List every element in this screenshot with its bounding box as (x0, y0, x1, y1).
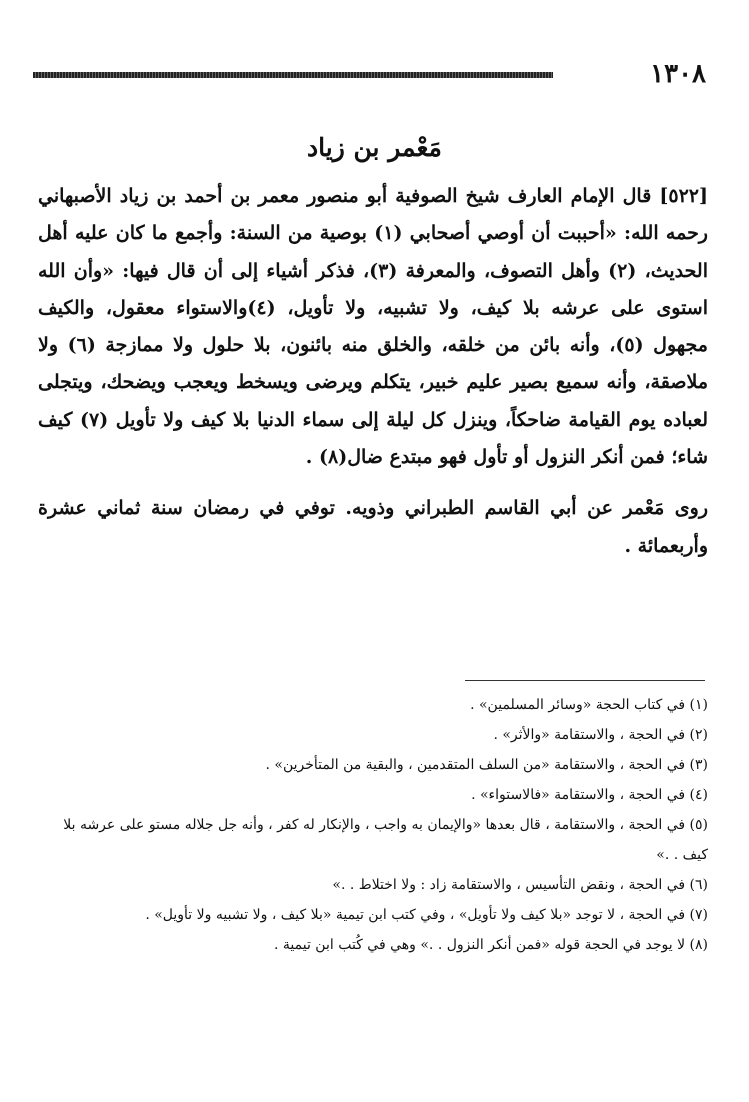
paragraph-biography: روى مَعْمر عن أبي القاسم الطبراني وذويه. توفي في رمضان سنة ثماني عشرة وأربعمائة . (38, 497, 708, 557)
footnote-divider (465, 680, 705, 681)
header-rule (33, 72, 553, 78)
footnote-6: (٦) في الحجة ، ونقض التأسيس ، والاستقامة زاد : ولا اختلاط . .» (332, 877, 708, 893)
footnote-8: (٨) لا يوجد في الحجة قوله «فمن أنكر النزول . .» وهي في كُتب ابن تيمية . (274, 937, 708, 953)
footnote-5: (٥) في الحجة ، والاستقامة ، قال بعدها «والإيمان به واجب ، والإنكار له كفر ، وأنه جل جلاله مستو على عرشه بلا كيف . .» (63, 817, 708, 863)
footnote-2: (٢) في الحجة ، والاستقامة «والأثر» . (493, 727, 708, 743)
footnote-3: (٣) في الحجة ، والاستقامة «من السلف المتقدمين ، والبقية من المتأخرين» . (265, 757, 708, 773)
footnotes (36, 690, 708, 960)
footnote-1: (١) في كتاب الحجة «وسائر المسلمين» . (470, 697, 708, 713)
footnote-7: (٧) في الحجة ، لا توجد «بلا كيف ولا تأويل» ، وفي كتب ابن تيمية «بلا كيف ، ولا تشبيه ولا تأويل» . (145, 907, 708, 923)
footnote-4: (٤) في الحجة ، والاستقامة «فالاستواء» . (471, 787, 708, 803)
main-text (38, 178, 708, 565)
section-title: مَعْمر بن زياد (307, 133, 442, 162)
page-number: ١٣٠٨ (650, 59, 706, 89)
paragraph-main: [٥٢٢] قال الإمام العارف شيخ الصوفية أبو منصور معمر بن أحمد بن زياد الأصبهاني رحمه الله: «أحببت أن أوصي أصحابي (١) بوصية من السنة: وأجمع ما كان عليه أهل الحديث، (٢) وأهل التصوف، والمعرفة (٣)، فذكر أشياء إلى أن قال فيها: «وأن الله استوى على عرشه بلا كيف، ولا تشبيه، ولا تأويل، (٤)والاستواء معقول، والكيف مجهول (٥)، وأنه بائن من خلقه، والخلق منه بائنون، بلا حلول ولا ممازجة (٦) ولا ملاصقة، وأنه سميع بصير عليم خبير، يتكلم ويرضى ويسخط ويعجب ويضحك، ويتجلى لعباده يوم القيامة ضاحكاً، وينزل كل ليلة إلى سماء الدنيا بلا كيف ولا تأويل (٧) كيف شاء؛ فمن أنكر النزول أو تأول فهو مبتدع ضال(٨) . (38, 185, 708, 469)
